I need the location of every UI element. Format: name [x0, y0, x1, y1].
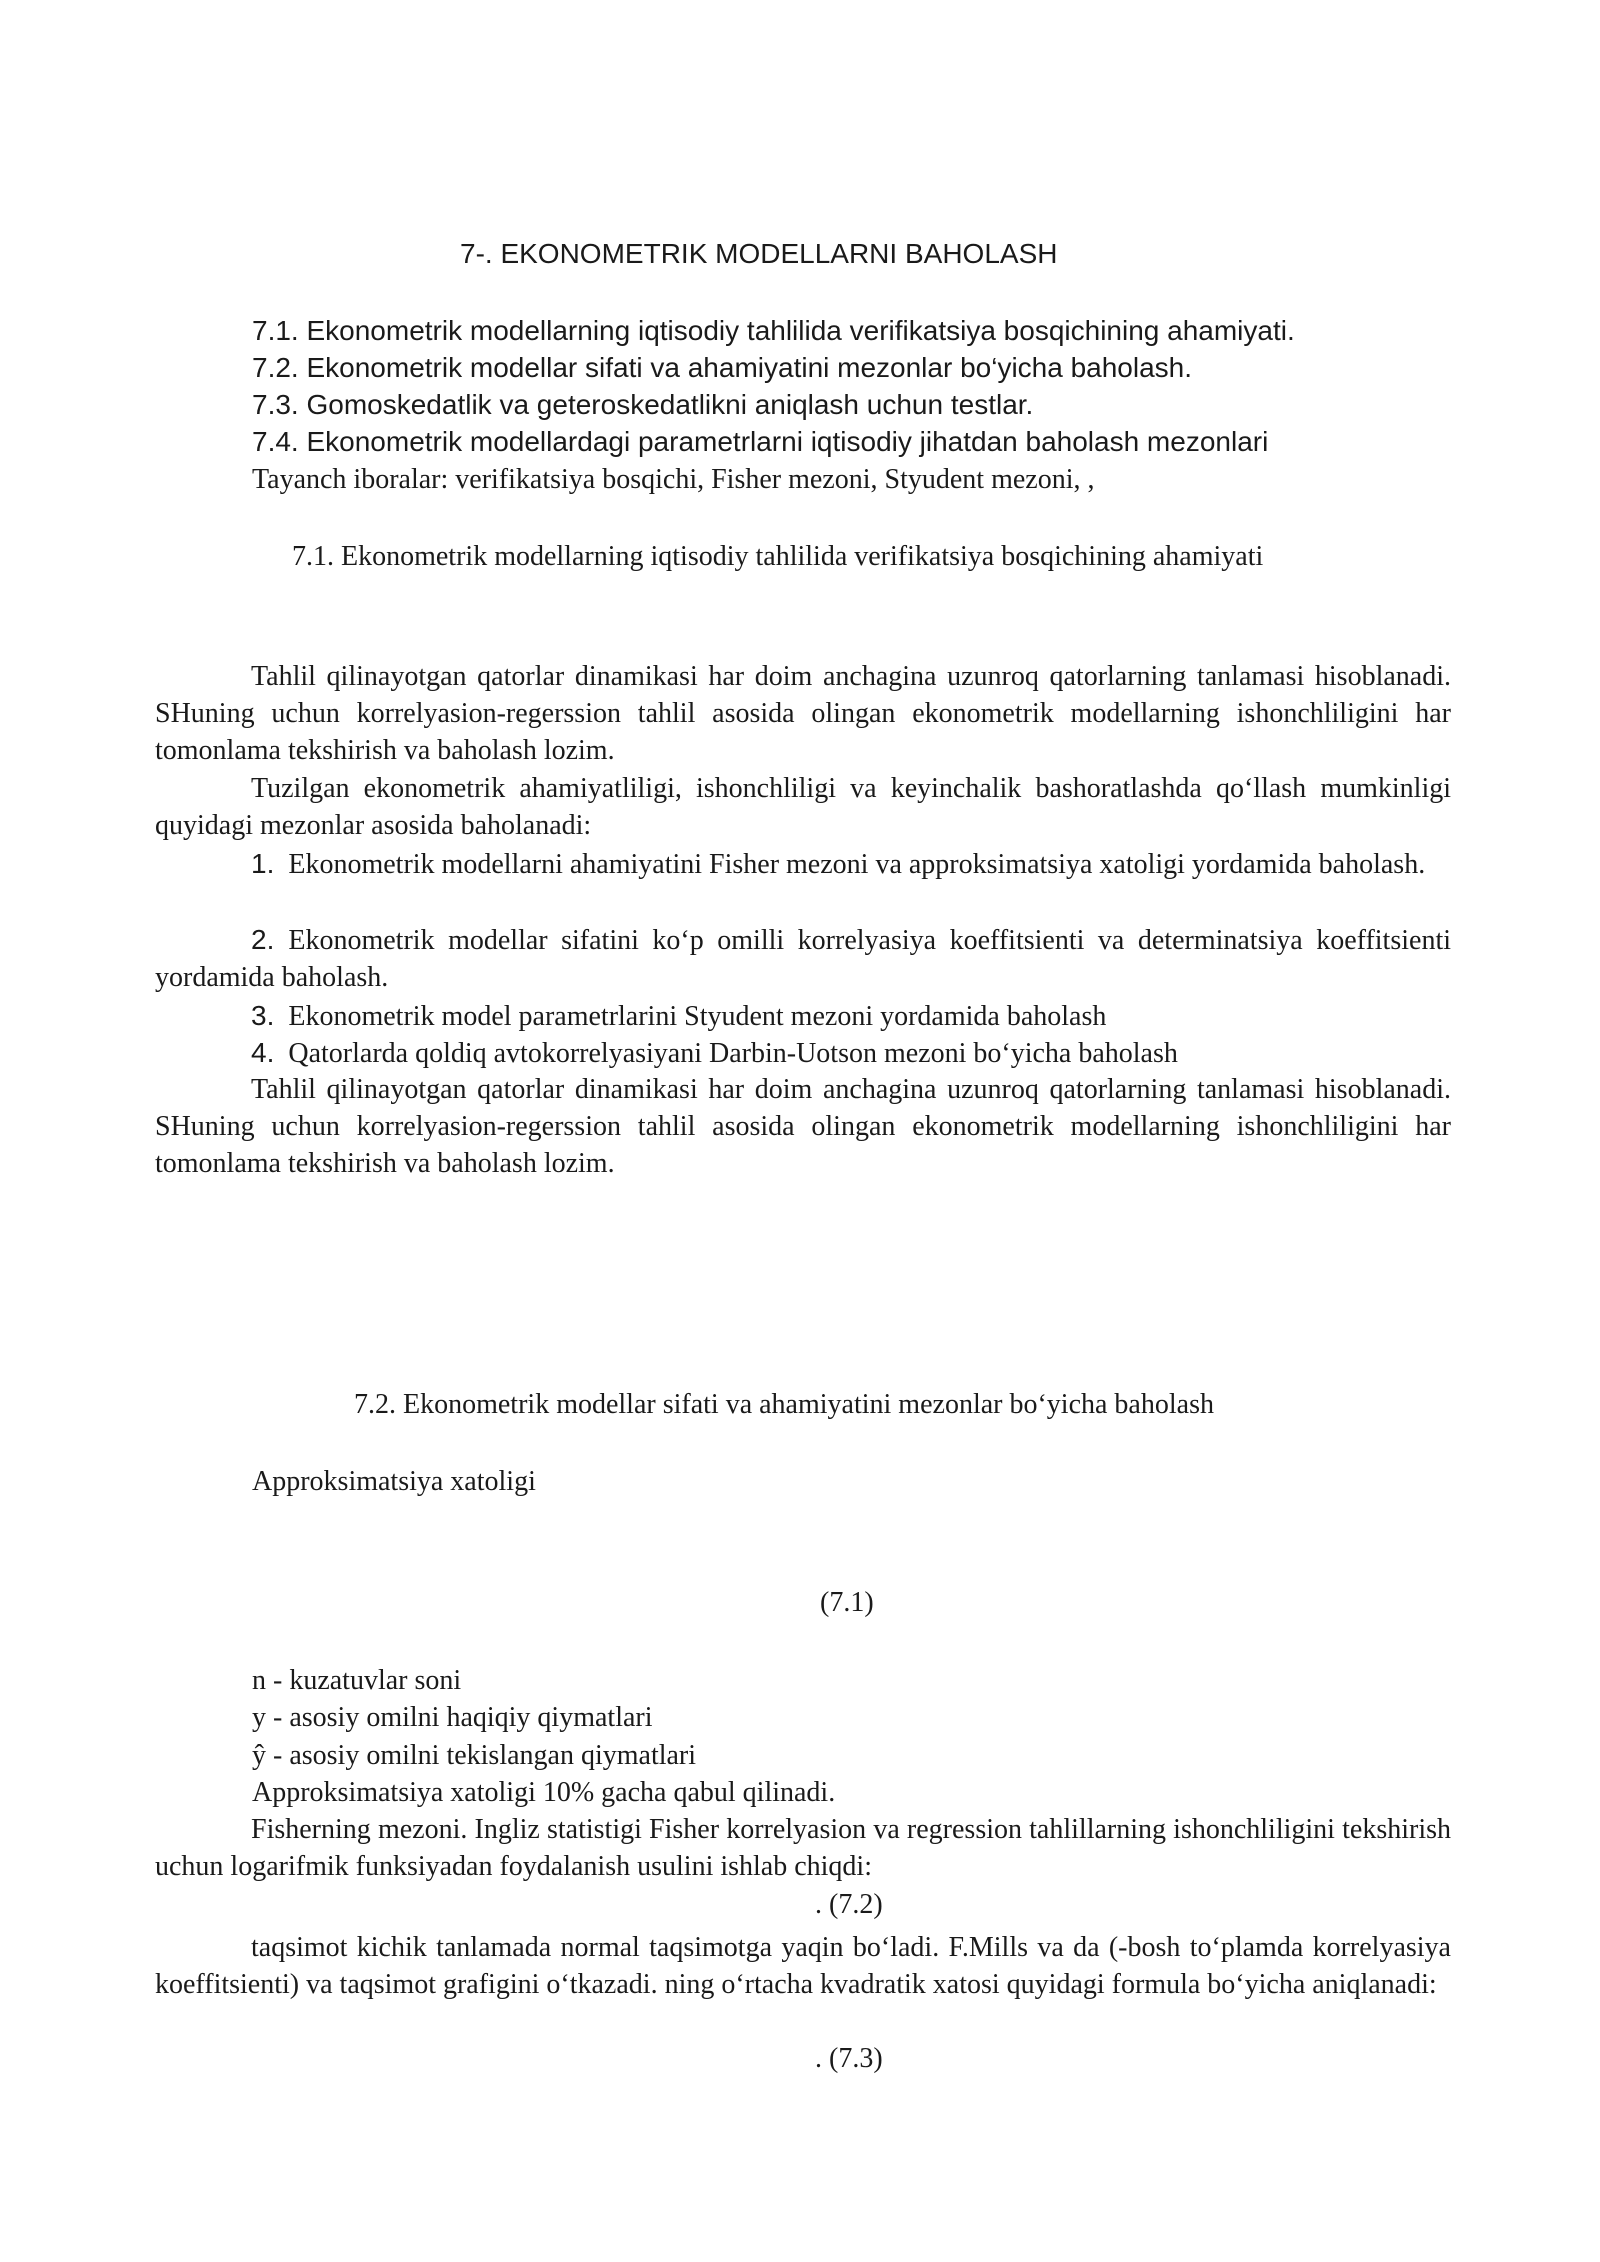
criteria-item-1 — [155, 845, 1451, 883]
equation-number-7-2: . (7.2) — [815, 1889, 883, 1920]
section-1-heading: 7.1. Ekonometrik modellarning iqtisodiy tahlilida verifikatsiya bosqichining ahamiyati — [292, 541, 1264, 572]
section-2-heading: 7.2. Ekonometrik modellar sifati va ahamiyatini mezonlar bo‘yicha baholash — [354, 1389, 1214, 1420]
toc-item-3: 7.3. Gomoskedatlik va geteroskedatlikni aniqlash uchun testlar. — [252, 389, 1034, 420]
toc-item-4: 7.4. Ekonometrik modellardagi parametrlarni iqtisodiy jihatdan baholash mezonlari — [252, 426, 1269, 457]
criteria-item-2 — [155, 921, 1451, 996]
keywords-line: Tayanch iboralar: verifikatsiya bosqichi, Fisher mezoni, Styudent mezoni, , — [252, 464, 1095, 495]
criteria-item-3 — [155, 997, 1451, 1035]
criteria-item-text: Ekonometrik modellarni ahamiyatini Fisher mezoni va approksimatsiya xatoligi yordamida baholash. — [288, 849, 1426, 880]
equation-number-7-3: . (7.3) — [815, 2043, 883, 2074]
approximation-threshold: Approksimatsiya xatoligi 10% gacha qabul qilinadi. — [252, 1777, 836, 1808]
section-1-paragraph-2: Tuzilgan ekonometrik ahamiyatliligi, ishonchliligi va keyinchalik bashoratlashda qo‘llash mumkinligi quyidagi mezonlar asosida baholanadi: — [155, 773, 1451, 841]
distribution-paragraph: taqsimot kichik tanlamada normal taqsimotga yaqin bo‘ladi. F.Mills va da (-bosh to‘plamda korrelyasiya koeffitsienti) va taqsimot grafigini o‘tkazadi. ning o‘rtacha kvadratik xatosi quyidagi formula bo‘yicha aniqlanadi: — [155, 1932, 1451, 2000]
definition-n: n - kuzatuvlar soni — [252, 1665, 462, 1696]
criteria-item-number: 2. — [251, 924, 275, 955]
fisher-paragraph: Fisherning mezoni. Ingliz statistigi Fisher korrelyasion va regression tahlillarning ishonchliligini tekshirish uchun logarifmik funksiyadan foydalanish usulini ishlab chiqdi: — [155, 1814, 1451, 1882]
criteria-item-4 — [155, 1034, 1451, 1072]
criteria-item-text: Qatorlarda qoldiq avtokorrelyasiyani Darbin-Uotson mezoni bo‘yicha baholash — [288, 1038, 1178, 1069]
section-1-paragraph-1: Tahlil qilinayotgan qatorlar dinamikasi har doim anchagina uzunroq qatorlarning tanlamasi hisoblanadi. SHuning uchun korrelyasion-regerssion tahlil asosida olingan ekonometrik modellarning ishonchliligini har tomonlama tekshirish va baholash lozim. — [155, 661, 1451, 766]
toc-item-2: 7.2. Ekonometrik modellar sifati va ahamiyatini mezonlar bo‘yicha baholash. — [252, 352, 1193, 383]
page-title: 7-. EKONOMETRIK MODELLARNI BAHOLASH — [460, 238, 1058, 269]
criteria-item-number: 4. — [251, 1037, 275, 1068]
criteria-item-text: Ekonometrik modellar sifatini ko‘p omilli korrelyasiya koeffitsienti va determinatsiya koeffitsienti yordamida baholash. — [155, 925, 1451, 993]
definition-y: y - asosiy omilni haqiqiy qiymatlari — [252, 1702, 653, 1733]
toc-item-1: 7.1. Ekonometrik modellarning iqtisodiy tahlilida verifikatsiya bosqichining ahamiyati. — [252, 315, 1295, 346]
section-1-paragraph-3: Tahlil qilinayotgan qatorlar dinamikasi har doim anchagina uzunroq qatorlarning tanlamasi hisoblanadi. SHuning uchun korrelyasion-regerssion tahlil asosida olingan ekonometrik modellarning ishonchliligini har tomonlama tekshirish va baholash lozim. — [155, 1074, 1451, 1179]
approximation-error-label: Approksimatsiya xatoligi — [252, 1466, 536, 1497]
criteria-item-number: 1. — [251, 848, 275, 879]
equation-number-7-1: (7.1) — [820, 1587, 874, 1618]
definition-y-hat: ŷ - asosiy omilni tekislangan qiymatlari — [252, 1740, 697, 1771]
criteria-item-text: Ekonometrik model parametrlarini Styudent mezoni yordamida baholash — [288, 1001, 1107, 1032]
criteria-item-number: 3. — [251, 1000, 275, 1031]
